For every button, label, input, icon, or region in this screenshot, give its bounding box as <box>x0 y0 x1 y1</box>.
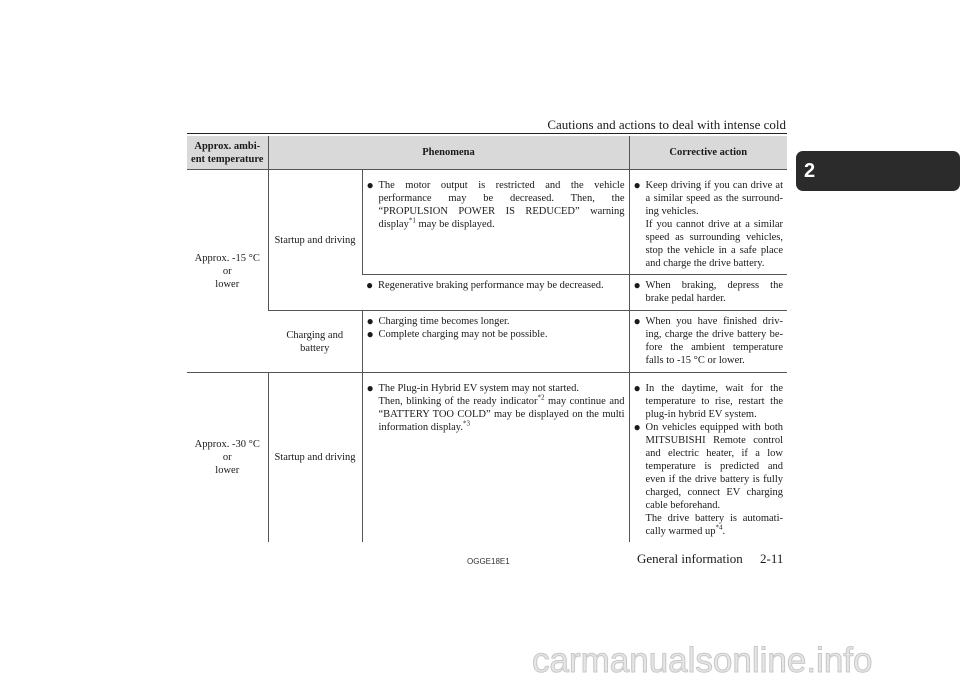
action-cell <box>629 170 787 275</box>
bullet-icon: ● <box>633 278 641 292</box>
action-cell <box>629 373 787 543</box>
phenomena-cell <box>362 170 629 275</box>
bullet-continuation: The drive battery is automati-cally warmed $up^{*4}$. <box>645 513 783 537</box>
chapter-tab <box>796 151 960 191</box>
bullet-icon: ● <box>633 420 641 434</box>
bullet-text: Charging time becomes longer. <box>378 316 510 327</box>
table-header-row <box>187 136 787 170</box>
bullet-item <box>634 315 784 367</box>
header-phenomena: Phenomena <box>268 136 629 170</box>
table-row <box>187 311 787 373</box>
bullet-item <box>366 279 625 292</box>
header-corrective-action: Corrective action <box>629 136 787 170</box>
bullet-text: On vehicles equipped with both MITSUBISHI Remote control and electric heater, if a low temperature is predicted and even if the drive battery is fully charged, connect EV charging cable beforehand. <box>645 422 783 511</box>
bullet-text: Complete charging may not be possible. <box>378 329 548 340</box>
watermark-logo <box>532 642 960 678</box>
table-row <box>187 373 787 543</box>
cold-conditions-table <box>187 136 787 542</box>
situation-cell: Startup and driving <box>268 170 362 311</box>
footnote-marker: *3 <box>462 419 470 428</box>
document-code: OGGE18E1 <box>467 557 510 566</box>
situation-cell: Startup and driving <box>268 373 362 543</box>
header-rule <box>187 133 787 134</box>
bullet-icon: ● <box>366 278 374 292</box>
running-header: Cautions and actions to deal with intense cold <box>547 117 786 132</box>
bullet-item <box>634 179 784 270</box>
bullet-text: When you have finished driv-ing, charge the drive battery be-fore the ambient temperature falls to -15 °C or lower. <box>645 316 783 366</box>
bullet-item <box>634 421 784 538</box>
table-body <box>187 170 787 543</box>
footnote-marker: *2 <box>537 393 545 402</box>
bullet-item <box>634 382 784 421</box>
situation-cell: Charging and battery <box>268 311 362 373</box>
bullet-text: The Plug-in Hybrid EV system may not started. <box>378 383 579 394</box>
watermark-text: carmanualsonline.info <box>532 642 873 678</box>
page-number: 2-11 <box>760 551 784 566</box>
footer-section: General information <box>637 551 743 566</box>
bullet-continuation: Then, blinking of the ready indicator$^{*2}$ may continue and “BATTERY TOO COLD” may be displayed on the multi information display.$^{*3}$ <box>378 393 625 433</box>
bullet-text: Regenerative braking performance may be decreased. <box>378 280 604 291</box>
chapter-number: 2 <box>804 160 816 182</box>
bullet-item <box>367 382 625 434</box>
bullet-icon: ● <box>366 314 374 328</box>
bullet-item <box>634 279 784 305</box>
bullet-text: Keep driving if you can drive at a similar speed as the surround-ing vehicles. <box>645 180 783 217</box>
table-row <box>187 170 787 275</box>
temperature-cell: Approx. -30 °C or lower <box>187 373 268 543</box>
bullet-item <box>367 179 625 231</box>
bullet-item <box>367 328 625 341</box>
action-cell <box>629 275 787 311</box>
action-cell <box>629 311 787 373</box>
phenomena-cell <box>362 311 629 373</box>
phenomena-cell <box>362 275 629 311</box>
bullet-icon: ● <box>366 381 374 395</box>
bullet-text: When braking, depress the brake pedal harder. <box>645 280 783 304</box>
bullet-text: In the daytime, wait for the temperature to rise, restart the plug-in hybrid EV system. <box>645 383 783 420</box>
header-temperature: Approx. ambi- ent temperature <box>187 136 268 170</box>
phenomena-cell <box>362 373 629 543</box>
bullet-continuation: If you cannot drive at a similar speed as surrounding vehicles, stop the vehicle in a safe place and charge the drive battery. <box>645 219 783 269</box>
chapter-tab-shape <box>796 151 960 191</box>
bullet-icon: ● <box>366 178 374 192</box>
temperature-cell: Approx. -15 °C or lower <box>187 170 268 373</box>
bullet-item <box>367 315 625 328</box>
footnote-marker: *4 <box>715 523 723 532</box>
bullet-text: The motor output is restricted and the vehicle performance may be decreased. Then, the “PROPULSION POWER IS REDUCED” warning display$^{*1}$ may be displayed. <box>378 180 625 230</box>
bullet-icon: ● <box>633 178 641 192</box>
footnote-marker: *1 <box>408 216 416 225</box>
bullet-icon: ● <box>633 314 641 328</box>
bullet-icon: ● <box>366 327 374 341</box>
bullet-icon: ● <box>633 381 641 395</box>
